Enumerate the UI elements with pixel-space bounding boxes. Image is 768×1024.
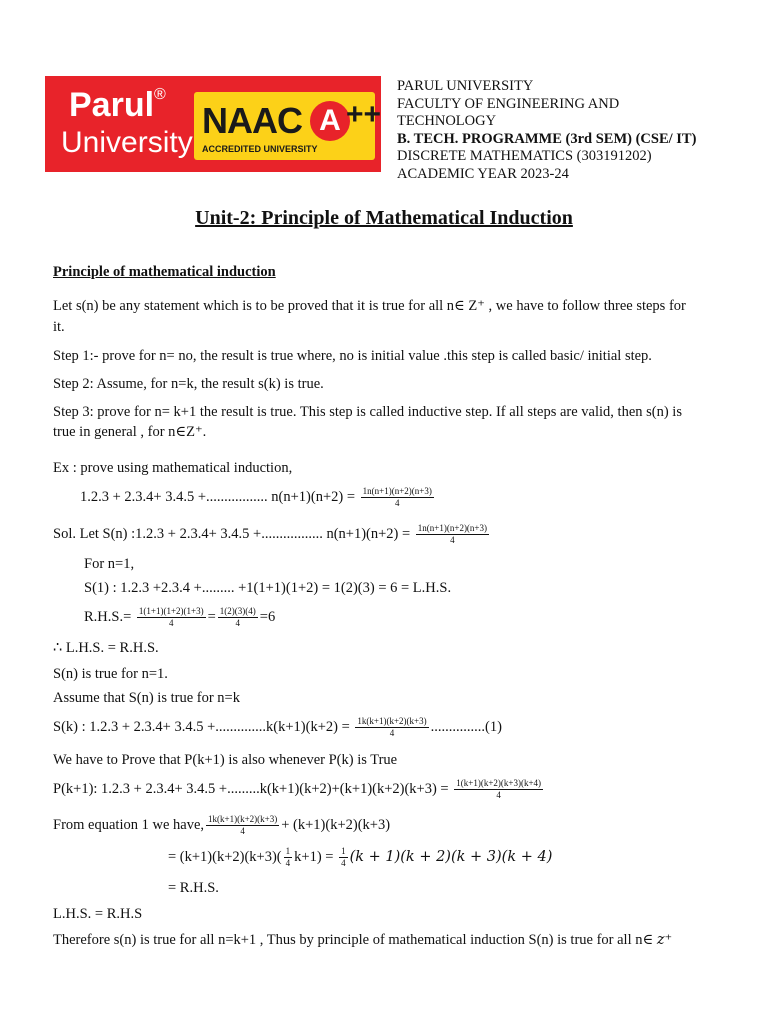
conclusion: Therefore s(n) is true for all n=k+1 , Thus by principle of mathematical induction S(n) is true for all n∈ z⁺ — [53, 932, 673, 948]
section-heading: Principle of mathematical induction — [53, 264, 276, 280]
parul-university-logo — [45, 76, 381, 172]
s1-lhs: S(1) : 1.2.3 +2.3.4 +......... +1(1+1)(1+2) = 1(2)(3) = 6 = L.H.S. — [84, 580, 452, 596]
rhs-fraction-1: $\frac{1(1+1)(1+2)(1+3)}{4}$ — [138, 606, 204, 628]
example-fraction: $\frac{1n(n+1)(n+2)(n+3)}{4}$ — [362, 486, 432, 508]
from-fraction: $\frac{1k(k+1)(k+2)(k+3)}{4}$ — [208, 814, 278, 836]
assumption: Assume that S(n) is true for n=k — [53, 690, 240, 706]
sk-equation: S(k) : 1.2.3 + 2.3.4+ 3.4.5 +..............k(k+1)(k+2) = $\frac{1k(k+1)(k+2)(k+3)}{4}$ ...............(1) — [53, 716, 502, 738]
step-2: Step 2: Assume, for n=k, the result s(k) is true. — [53, 376, 324, 392]
accredited-text: ACCREDITED UNIVERSITY — [202, 144, 318, 154]
from-equation-1: From equation 1 we have, $\frac{1k(k+1)(k+2)(k+3)}{4}$ + (k+1)(k+2)(k+3) — [53, 814, 391, 836]
header-programme: B. TECH. PROGRAMME (3rd SEM) (CSE/ IT) — [397, 130, 697, 147]
example-equation: 1.2.3 + 2.3.4+ 3.4.5 +................. n(n+1)(n+2) = $\frac{1n(n+1)(n+2)(n+3)}{4}$ — [80, 486, 432, 508]
example-heading: Ex : prove using mathematical induction, — [53, 460, 293, 476]
equals-rhs: = R.H.S. — [168, 880, 219, 896]
sn-true-n1: S(n) is true for n=1. — [53, 666, 168, 682]
for-n-equals-1: For n=1, — [84, 556, 135, 572]
pk1-equation: P(k+1): 1.2.3 + 2.3.4+ 3.4.5 +.........k(k+1)(k+2)+(k+1)(k+2)(k+3) = $\frac{1(k+1)(k+2)(k+3)(k+4)}{4}$ — [53, 778, 542, 800]
page-title: Unit-2: Principle of Mathematical Induction — [195, 207, 573, 229]
naac-grade-circle: A — [310, 101, 350, 141]
naac-text: NAAC — [202, 100, 302, 141]
naac-badge — [194, 92, 382, 160]
simplification-step: = (k+1)(k+2)(k+3)( $\frac{1}{4}$ k+1) = $\frac{1}{4}$ (k + 1)(k + 2)(k + 3)(k + 4) — [168, 846, 553, 868]
rhs-calculation: R.H.S.= $\frac{1(1+1)(1+2)(1+3)}{4}$ = $\frac{1(2)(3)(4)}{4}$ =6 — [84, 606, 276, 628]
intro-line-2: it. — [53, 319, 65, 335]
intro-line-1: Let s(n) be any statement which is to be proved that it is true for all n∈ Z⁺ , we have to follow three steps for — [53, 298, 686, 314]
quarter-fraction-1: $\frac{1}{4}$ — [285, 846, 291, 868]
sk-fraction: $\frac{1k(k+1)(k+2)(k+3)}{4}$ — [357, 716, 427, 738]
header-faculty-cont: TECHNOLOGY — [397, 113, 497, 129]
lhs-rhs-final: L.H.S. = R.H.S — [53, 906, 143, 922]
rhs-fraction-2: $\frac{1(2)(3)(4)}{4}$ — [219, 606, 256, 628]
step-3-line-2: true in general , for n∈Z⁺. — [53, 424, 207, 440]
quarter-fraction-2: $\frac{1}{4}$ — [341, 846, 346, 868]
logo-university-text: University — [61, 126, 193, 159]
header-university: PARUL UNIVERSITY — [397, 78, 534, 94]
prove-statement: We have to Prove that P(k+1) is also whenever P(k) is True — [53, 752, 398, 768]
step-3-line-1: Step 3: prove for n= k+1 the result is true. This step is called inductive step. If all steps are valid, then s(n) is — [53, 404, 682, 420]
step-1: Step 1:- prove for n= no, the result is true where, no is initial value .this step is called basic/ initial step. — [53, 348, 652, 364]
header-year: ACADEMIC YEAR 2023-24 — [397, 165, 569, 182]
header-faculty: FACULTY OF ENGINEERING AND — [397, 95, 620, 112]
document-header — [397, 78, 696, 183]
solution-fraction: $\frac{1n(n+1)(n+2)(n+3)}{4}$ — [417, 523, 488, 545]
header-course: DISCRETE MATHEMATICS (303191202) — [397, 148, 652, 164]
lhs-equals-rhs: ∴ L.H.S. = R.H.S. — [53, 640, 159, 656]
naac-plus-plus: ++ — [346, 98, 382, 131]
solution-equation: Sol. Let S(n) :1.2.3 + 2.3.4+ 3.4.5 +................. n(n+1)(n+2) = $\frac{1n(n+1)(n+2)(n+3)}{4}$ — [53, 523, 488, 545]
pk1-fraction: $\frac{1(k+1)(k+2)(k+3)(k+4)}{4}$ — [456, 778, 542, 800]
logo-parul-text: Parul® — [69, 86, 166, 124]
